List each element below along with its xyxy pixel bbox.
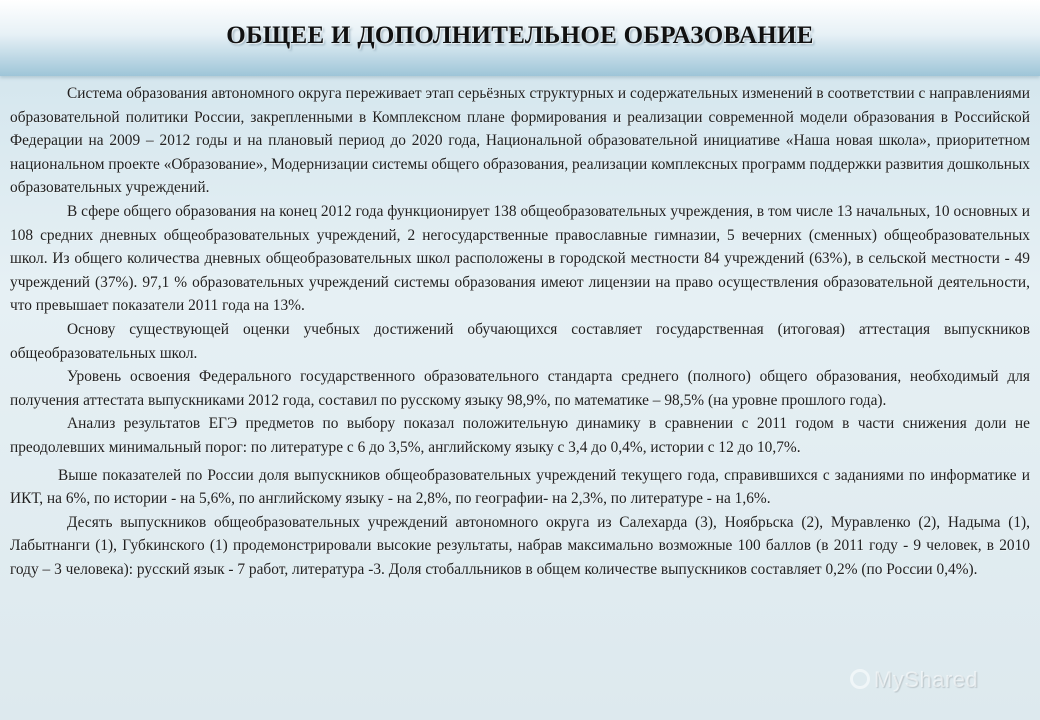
- paragraph-general-education: В сфере общего образования на конец 2012 года функционирует 138 общеобразовательных учреждения, в том числе 13 начальных, 10 основных и 108 средних дневных общеобразовательных учреждений, 2 негосударственные православные гимназии, 5 вечерних (сменных) общеобразовательных школ. Из общего количества дневных общеобразовательных школ расположены в городской местности 84 учреждений (63%), в сельской местности - 49 учреждений (37%). 97,1 % образовательных учреждений системы образования имеют лицензии на право осуществления образовательной деятельности, что превышает показатели 2011 года на 13%.: [10, 202, 1030, 315]
- slide-title: ОБЩЕЕ И ДОПОЛНИТЕЛЬНОЕ ОБРАЗОВАНИЕ: [226, 22, 814, 49]
- title-bar: [0, 0, 1040, 76]
- watermark-text: MyShared: [874, 667, 979, 692]
- watermark: [850, 667, 978, 693]
- paragraph-above-russia: Выше показателей по России доля выпускников общеобразовательных учреждений текущего года, справившихся с заданиями по информатике и ИКТ, на 6%, по истории - на 5,6%, по английскому языку - на 2,8%, по географии- на 2,3%, по литературе - на 1,6%.: [10, 466, 1030, 508]
- watermark-logo-icon: [850, 669, 870, 689]
- paragraph-standard-level: Уровень освоения Федерального государственного образовательного стандарта среднего (полного) общего образования, необходимый для получения аттестата выпускниками 2012 года, составил по русскому языку 98,9%, по математике – 98,5% (на уровне прошлого года).: [10, 368, 1030, 409]
- paragraph-hundred-points: Десять выпускников общеобразовательных учреждений автономного округа из Салехарда (3), Ноябрьска (2), Муравленко (2), Надыма (1), Лабытнанги (1), Губкинского (1) продемонстрировали высокие результаты, набрав максимально возможные 100 баллов (в 2011 году - 9 человек, в 2010 году – 3 человека): русский язык - 7 работ, литература -3. Доля стобалльников в общем количестве выпускников составляет 0,2% (по России 0,4%).: [10, 513, 1030, 578]
- paragraph-assessment: Основу существующей оценки учебных достижений обучающихся составляет государственная (итоговая) аттестация выпускников общеобразовательных школ.: [10, 320, 1030, 362]
- paragraph-system: Система образования автономного округа переживает этап серьёзных структурных и содержательных изменений в соответствии с направлениями образовательной политики России, закрепленными в Комплексном плане формирования и реализации современной модели образования в Российской Федерации на 2009 – 2012 годы и на плановый период до 2020 года, Национальной образовательной инициативе «Наша новая школа», приоритетном национальном проекте «Образование», Модернизации системы общего образования, реализации комплексных программ поддержки развития дошкольных образовательных учреждений.: [10, 85, 1030, 197]
- paragraph-ege-analysis: Анализ результатов ЕГЭ предметов по выбору показал положительную динамику в сравнении с 2011 годом в части снижения доли не преодолевших минимальный порог: по литературе с 6 до 3,5%, английскому языку с 3,4 до 0,4%, истории с 12 до 10,7%.: [10, 415, 1030, 456]
- content-body: [10, 82, 1030, 581]
